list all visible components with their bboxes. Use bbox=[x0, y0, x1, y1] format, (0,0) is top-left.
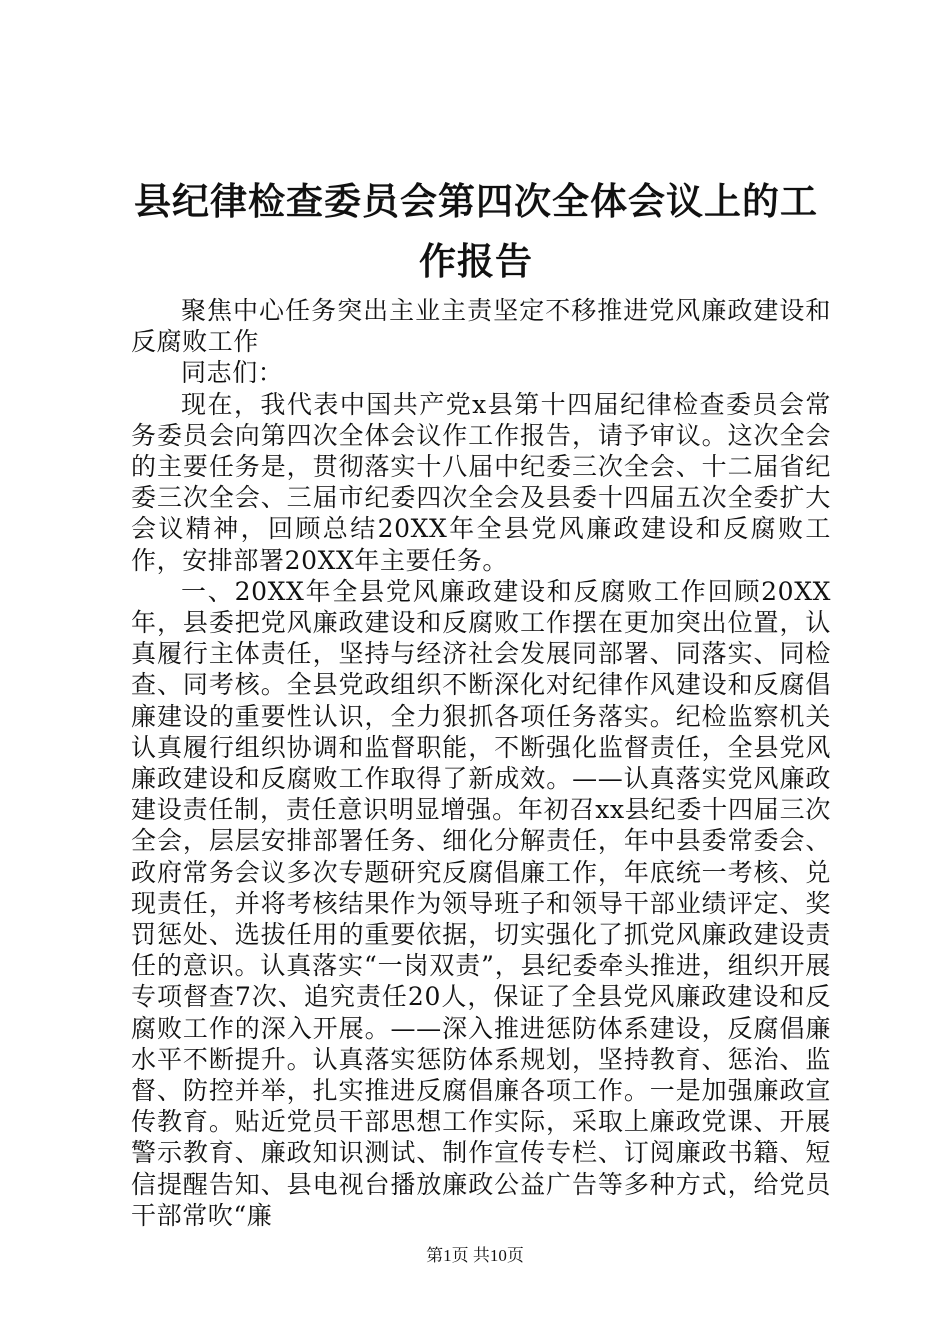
page-number-footer: 第1页 共10页 bbox=[426, 1246, 524, 1265]
salutation-paragraph: 同志们： bbox=[181, 358, 284, 388]
intro-paragraph: 现在，我代表中国共产党x县第十四届纪律检查委员会常务委员会向第四次全体会议作工作报告，请予审议。这次全会的主要任务是，贯彻落实十八届中纪委三次全会、十二届省纪委三次全会、三届市纪委四次全会及县委十四届五次全委扩大会议精神，回顾总结20XX年全县党风廉政建设和反腐败工作，安排部署20XX年主要任务。 bbox=[131, 389, 831, 575]
review-paragraph: 一、20XX年全县党风廉政建设和反腐败工作回顾20XX年，县委把党风廉政建设和反腐败工作摆在更加突出位置，认真履行主体责任，坚持与经济社会发展同部署、同落实、同检查、同考核。全县党政组织不断深化对纪律作风建设和反腐倡廉建设的重要性认识，全力狠抓各项任务落实。纪检监察机关认真履行组织协调和监督职能，不断强化监督责任，全县党风廉政建设和反腐败工作取得了新成效。——认真落实党风廉政建设责任制，责任意识明显增强。年初召xx县纪委十四届三次全会，层层安排部署任务、细化分解责任，年中县委常委会、政府常务会议多次专题研究反腐倡廉工作，年底统一考核、兑现责任，并将考核结果作为领导班子和领导干部业绩评定、奖罚惩处、选拔任用的重要依据，切实强化了抓党风廉政建设责任的意识。认真落实“一岗双责”，县纪委牵头推进，组织开展专项督查7次、追究责任20人，保证了全县党风廉政建设和反腐败工作的深入开展。——深入推进惩防体系建设，反腐倡廉水平不断提升。认真落实惩防体系规划，坚持教育、惩治、监督、防控并举，扎实推进反腐倡廉各项工作。一是加强廉政宣传教育。贴近党员干部思想工作实际，采取上廉政党课、开展警示教育、廉政知识测试、制作宣传专栏、订阅廉政书籍、短信提醒告知、县电视台播放廉政公益广告等多种方式，给党员干部常吹“廉 bbox=[131, 576, 831, 1230]
subtitle-paragraph: 聚焦中心任务突出主业主责坚定不移推进党风廉政建设和反腐败工作 bbox=[131, 296, 831, 357]
document-body bbox=[131, 295, 831, 1231]
document-title: 县纪律检查委员会第四次全体会议上的工作报告 bbox=[134, 180, 818, 283]
